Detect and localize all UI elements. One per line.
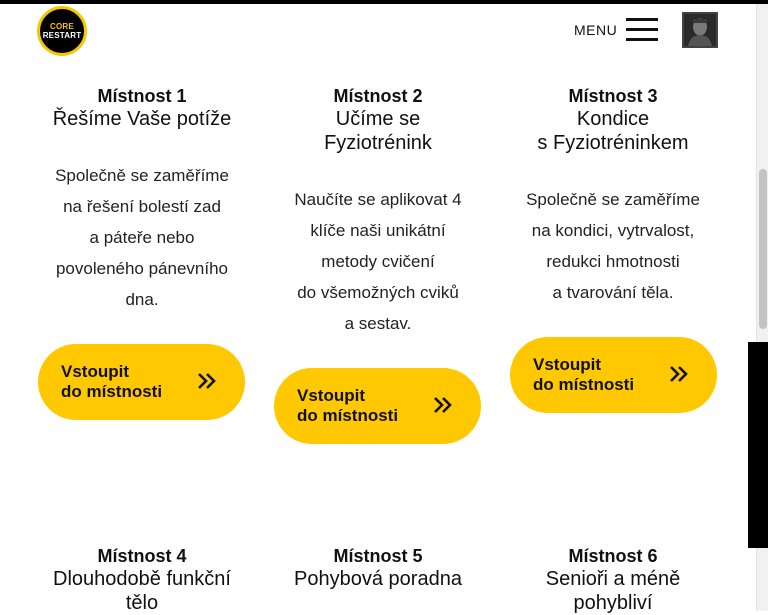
desc-line: a tvarování těla. <box>552 283 674 302</box>
room-card-1 <box>27 85 257 131</box>
desc-line: Společně se zaměříme <box>55 166 229 185</box>
desc-line: do všemožných cviků <box>297 283 459 302</box>
desc-line: dna. <box>125 290 159 309</box>
room-title: Fyziotrénink <box>324 132 432 154</box>
room-card-3 <box>498 85 728 155</box>
room-title: Učíme se <box>335 108 421 130</box>
desc-line: klíče naši unikátní <box>310 221 446 240</box>
room-card-4 <box>27 545 257 615</box>
logo-text-bottom: RESTART <box>42 31 82 40</box>
room-title: Senioři a méně <box>545 568 681 590</box>
double-chevron-right-icon <box>197 368 217 394</box>
room-number: Místnost 5 <box>333 546 423 566</box>
desc-line: Společně se zaměříme <box>526 190 700 209</box>
avatar[interactable] <box>682 12 718 48</box>
double-chevron-right-icon <box>433 392 453 418</box>
enter-room-3-button[interactable] <box>510 337 717 413</box>
enter-room-2-button[interactable] <box>274 368 481 444</box>
room-title: Řešíme Vaše potíže <box>52 108 232 130</box>
room-number: Místnost 6 <box>568 546 658 566</box>
room-title: Pohybová poradna <box>294 568 462 590</box>
hamburger-menu-icon[interactable] <box>626 18 658 42</box>
desc-line: Naučíte se aplikovat 4 <box>294 190 462 209</box>
cta-line1: Vstoupit <box>61 362 129 381</box>
room-card-2 <box>263 85 493 155</box>
room-title: tělo <box>125 592 159 614</box>
scrollbar-thumb[interactable] <box>759 169 767 329</box>
double-chevron-right-icon <box>669 361 689 387</box>
side-panel-strip <box>748 342 768 548</box>
desc-line: redukci hmotnosti <box>546 252 680 271</box>
desc-line: na řešení bolestí zad <box>63 197 221 216</box>
logo[interactable] <box>37 6 87 56</box>
room-title: Kondice <box>576 108 650 130</box>
cta-line2: do místnosti <box>533 375 635 394</box>
cta-line1: Vstoupit <box>533 355 601 374</box>
logo-text-top: CORE <box>50 22 74 31</box>
enter-room-1-button[interactable] <box>38 344 245 420</box>
desc-line: a sestav. <box>344 314 412 333</box>
room-description-2 <box>263 184 493 339</box>
menu-label[interactable]: MENU <box>574 22 618 38</box>
room-description-1 <box>27 160 257 315</box>
desc-line: metody cvičení <box>321 252 435 271</box>
room-number: Místnost 2 <box>333 86 423 106</box>
cta-line1: Vstoupit <box>297 386 365 405</box>
desc-line: povoleného pánevního <box>55 259 229 278</box>
room-title: pohybliví <box>573 592 653 614</box>
desc-line: a páteře nebo <box>89 228 195 247</box>
cta-line2: do místnosti <box>297 406 399 425</box>
room-number: Místnost 4 <box>97 546 187 566</box>
room-number: Místnost 3 <box>568 86 658 106</box>
room-card-5 <box>263 545 493 591</box>
desc-line: na kondici, vytrvalost, <box>531 221 695 240</box>
room-description-3 <box>498 184 728 308</box>
room-title: Dlouhodobě funkční <box>53 568 231 590</box>
user-portrait-icon <box>684 14 716 46</box>
cta-line2: do místnosti <box>61 382 163 401</box>
room-number: Místnost 1 <box>97 86 187 106</box>
room-card-6 <box>498 545 728 615</box>
room-title: s Fyziotréninkem <box>537 132 689 154</box>
